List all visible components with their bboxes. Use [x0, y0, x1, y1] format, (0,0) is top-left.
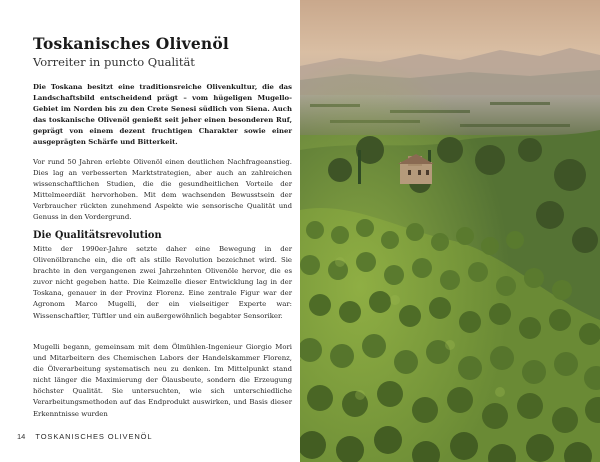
- page-number: 14: [17, 431, 26, 441]
- body-paragraph: Mugelli begann, gemeinsam mit dem Ölmühlen-Ingenieur Giorgio Mori und Mitarbeitern des Chemischen Labors der Handelskammer Florenz, die Ölverarbeitung systematisch neu zu denken. Im Mittelpunkt stand nicht länger die Maximierung der Ölausbeute, sondern die Erzeugung höchster Qualität. Sie untersuchten, wie sich unterschiedliche Verarbeitungsmethoden auf das Endprodukt auswirken, und Basis dieser Erkenntnisse wurden: [33, 343, 292, 418]
- chapter-title: Toskanisches Olivenöl: [33, 34, 230, 53]
- landscape-photo: [300, 0, 600, 462]
- body-paragraph: Vor rund 50 Jahren erlebte Olivenöl einen deutlichen Nachfrageanstieg. Dies lag an verbesserten Marktstrategien, aber auch an zahlreichen wissenschaftlichen Studien, die die gesundheitlichen Vorteile der Mittelmeerdiät hervorhoben. Mit dem wachsenden Bewusstsein der Verbraucher rückten zunehmend Aspekte wie sensorische Qualität und Genuss in den Vordergrund.: [33, 158, 292, 222]
- page-footer: [17, 430, 152, 442]
- body-paragraph: Mitte der 1990er-Jahre setzte daher eine Bewegung in der Olivenölbranche ein, die oft als stille Revolution bezeichnet wird. Sie brachte in den vergangenen zwei Jahrzehnten Olivenöle hervor, die es zuvor nicht gegeben hatte. Die Keimzelle dieser Entwicklung lag in der Toskana, genauer in der Provinz Florenz. Eine zentrale Figur war der Agronom Marco Mugelli, der ein vielseitiger Experte war: Wissenschaftler, Tüftler und ein außergewöhnlich begabter Sensoriker.: [33, 245, 292, 320]
- lead-paragraph: Die Toskana besitzt eine traditionsreiche Olivenkultur, die das Landschaftsbild entscheidend prägt – vom hügeligen Mugello-Gebiet im Norden bis zu den Crete Senesi südlich von Siena. Auch das toskanische Olivenöl genießt seit jeher einen besonderen Ruf, geprägt von einem dezent fruchtigen Charakter sowie einer ausgeprägten Schärfe und Bitterkeit.: [33, 83, 292, 147]
- chapter-subtitle: Vorreiter in puncto Qualität: [33, 55, 195, 69]
- running-head: TOSKANISCHES OLIVENÖL: [35, 431, 153, 441]
- section-heading: Die Qualitätsrevolution: [33, 230, 162, 241]
